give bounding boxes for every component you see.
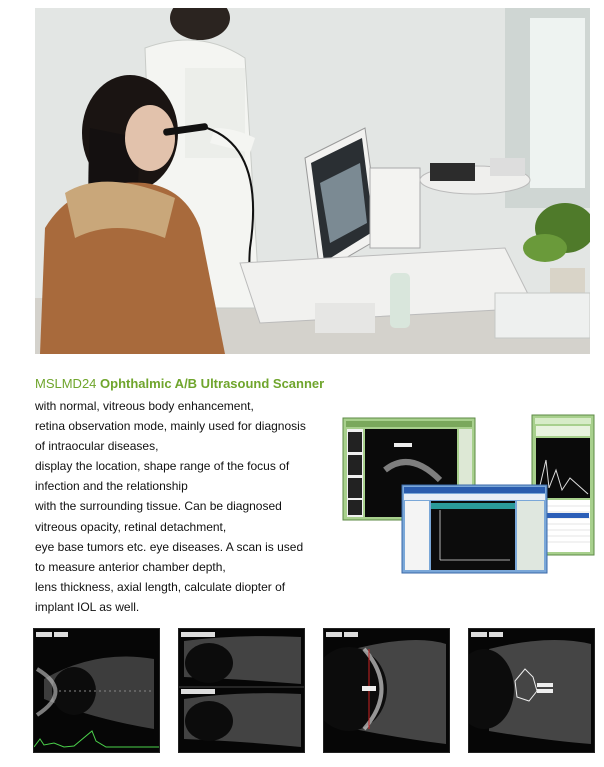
description-line: eye base tumors etc. eye diseases. A scan is used (35, 539, 304, 554)
b-scan-with-a-scan-trace (33, 628, 160, 753)
description-line: display the location, shape range of the focus of (35, 459, 290, 474)
product-description (35, 396, 335, 617)
double-b-scan (178, 628, 305, 753)
b-scan-with-measurement (323, 628, 450, 753)
hero-photo (35, 8, 590, 354)
hero-photo-illustration (35, 8, 590, 354)
description-line: vitreous opacity, retinal detachment, (35, 519, 227, 534)
b-scan-window (343, 418, 475, 520)
description-line: with normal, vitreous body enhancement, (35, 399, 254, 413)
description-line: implant IOL as well. (35, 599, 140, 614)
description-line: of intraocular diseases, (35, 439, 159, 454)
description-line: infection and the relationship (35, 479, 188, 494)
b-scan-with-lesion-outline (468, 628, 595, 753)
a-scan-window (532, 415, 594, 555)
measurement-window (402, 485, 547, 573)
description-line: to measure anterior chamber depth, (35, 559, 226, 574)
product-name: Ophthalmic A/B Ultrasound Scanner (100, 376, 325, 391)
description-line: with the surrounding tissue. Can be diagnosed (35, 499, 282, 514)
description-line: retina observation mode, mainly used for diagnosis (35, 419, 306, 434)
product-model: MSLMD24 (35, 376, 97, 391)
product-title (35, 376, 324, 391)
description-line: lens thickness, axial length, calculate diopter of (35, 579, 286, 594)
